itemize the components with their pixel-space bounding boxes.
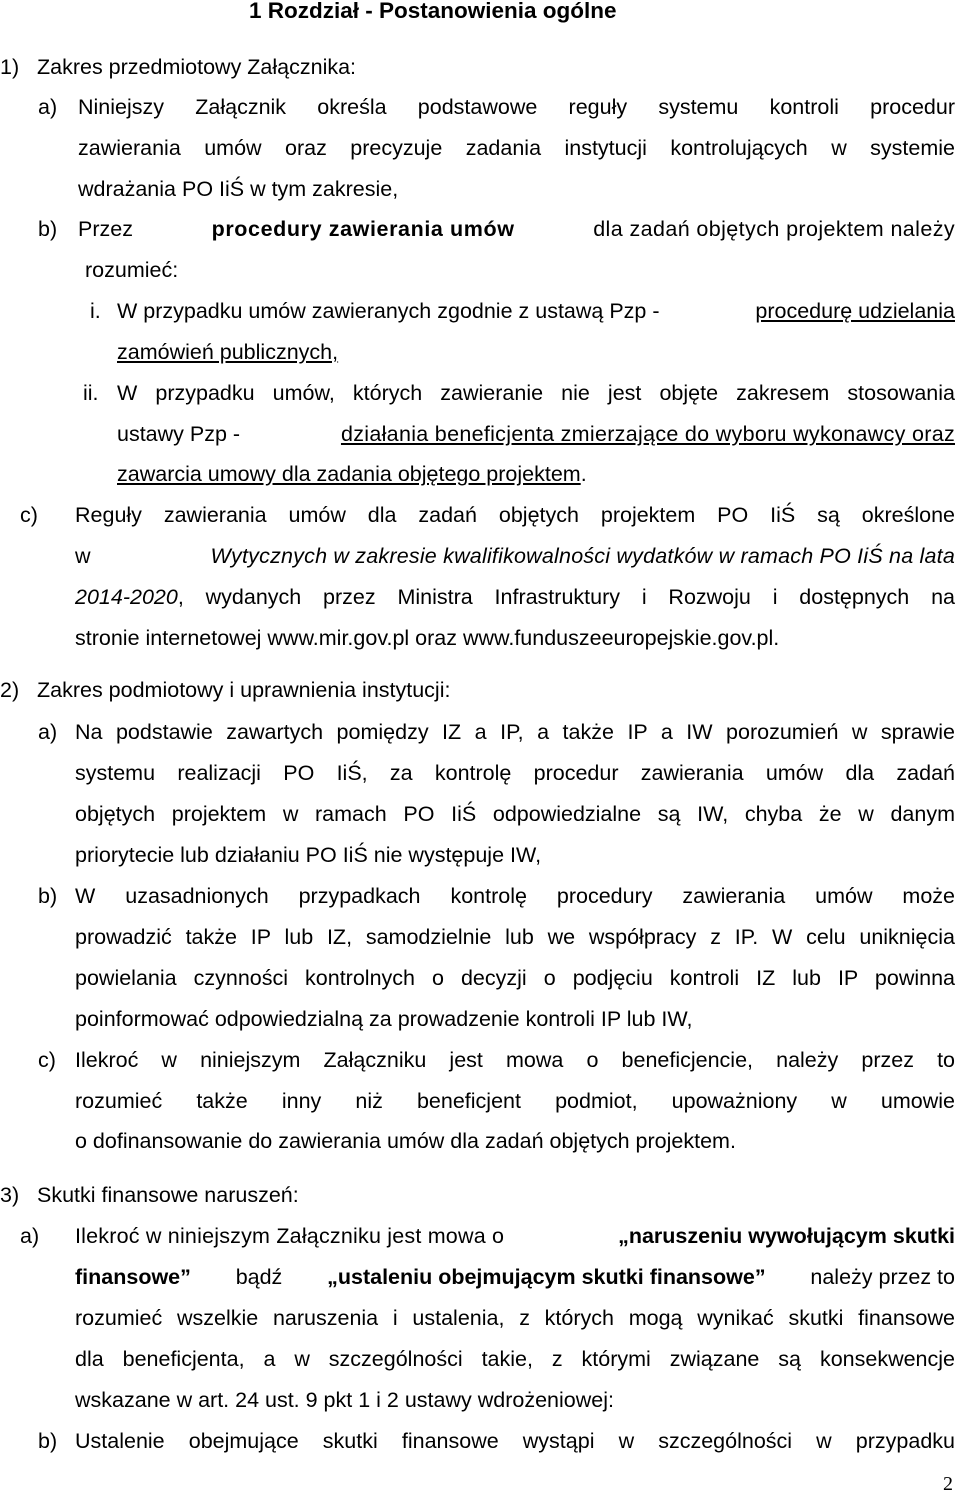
item-1b-marker: b) (38, 217, 58, 241)
section-2-number: 2) (0, 678, 20, 702)
item-1b-ii-marker: ii. (83, 381, 99, 405)
item-3a-bold-term-2: „ustaleniu obejmującym skutki finansowe” (327, 1265, 766, 1289)
item-3a-bold-term-1-end: finansowe” (75, 1265, 191, 1289)
item-1b-ii-period: . (580, 462, 587, 486)
item-3a-line-1 (75, 1226, 955, 1248)
item-1b-ii-underlined-end: zawarcia umowy dla zadania objętego projektem (117, 462, 581, 486)
item-2c-marker: c) (38, 1048, 56, 1072)
item-3a-line-4: dla beneficjenta, a w szczególności takie, z którymi związane są konsekwencje (75, 1347, 955, 1371)
item-1b-i-text: W przypadku umów zawieranych zgodnie z ustawą Pzp - (117, 299, 660, 323)
item-2c-line-2: rozumieć także inny niż beneficjent podmiot, upoważniony w umowie (75, 1089, 955, 1113)
item-2c-line-1: Ilekroć w niniejszym Załączniku jest mowa o beneficjencie, należy przez to (75, 1048, 955, 1072)
item-2a-line-3: objętych projektem w ramach PO IiŚ odpowiedzialne są IW, chyba że w danym (75, 802, 955, 826)
section-1-heading: Zakres przedmiotowy Załącznika: (37, 55, 357, 79)
item-2b-line-2: prowadzić także IP lub IZ, samodzielnie lub we współpracy z IP. W celu uniknięcia (75, 925, 955, 949)
item-1c-guidelines-title: Wytycznych w zakresie kwalifikowalności wydatków w ramach PO IiŚ na lata (210, 544, 955, 568)
item-1b-line-1 (78, 219, 955, 241)
item-1c-years: 2014-2020 (75, 585, 178, 609)
item-1b-i-line-1 (117, 301, 955, 323)
item-1b-i-underlined: procedurę udzielania (755, 299, 955, 323)
section-1-number: 1) (0, 55, 20, 79)
item-1c-line-1: Reguły zawierania umów dla zadań objętych projektem PO IiŚ są określone (75, 503, 955, 527)
item-2a-line-1: Na podstawie zawartych pomiędzy IZ a IP, a także IP a IW porozumień w sprawie (75, 720, 955, 744)
item-1b-rest: dla zadań objętych projektem należy (593, 217, 955, 241)
item-1a-line-1: Niniejszy Załącznik określa podstawowe reguły systemu kontroli procedur (78, 95, 955, 119)
item-2b-line-1: W uzasadnionych przypadkach kontrolę procedury zawierania umów może (75, 884, 955, 908)
section-3-heading: Skutki finansowe naruszeń: (37, 1183, 299, 1207)
item-1a-line-3: wdrażania PO IiŚ w tym zakresie, (78, 177, 399, 201)
item-1a-marker: a) (38, 95, 58, 119)
section-3-number: 3) (0, 1183, 20, 1207)
item-1b-ii-underlined: działania beneficjenta zmierzające do wyboru wykonawcy oraz (340, 422, 955, 446)
item-2b-line-3: powielania czynności kontrolnych o decyzji o podjęciu kontroli IZ lub IP powinna (75, 966, 955, 990)
item-3a-or: bądź (235, 1265, 283, 1289)
item-2a-line-2: systemu realizacji PO IiŚ, za kontrolę procedur zawierania umów dla zadań (75, 761, 955, 785)
item-3b-line-1: Ustalenie obejmujące skutki finansowe wystąpi w szczególności w przypadku (75, 1429, 955, 1453)
item-1b-ii-line-1: W przypadku umów, których zawieranie nie jest objęte zakresem stosowania (117, 381, 955, 405)
item-3a-line-2 (75, 1267, 955, 1289)
item-2b-marker: b) (38, 884, 58, 908)
item-1b-i-line-2: zamówień publicznych, (117, 340, 339, 364)
item-1c-line-3 (75, 587, 955, 609)
item-1b-ii-line-2 (117, 424, 955, 446)
item-3a-marker: a) (20, 1224, 40, 1248)
item-1c-line-2 (75, 546, 955, 568)
item-3a-line-2-end: należy przez to (810, 1265, 955, 1289)
item-2c-line-3: o dofinansowanie do zawierania umów dla zadań objętych projektem. (75, 1129, 736, 1153)
item-1b-i-marker: i. (90, 299, 101, 323)
item-1b-przez: Przez (78, 217, 133, 241)
item-3b-marker: b) (38, 1429, 58, 1453)
item-1c-marker: c) (20, 503, 38, 527)
item-3a-line-3: rozumieć wszelkie naruszenia i ustalenia, z których mogą wynikać skutki finansowe (75, 1306, 955, 1330)
item-1b-ii-text: ustawy Pzp - (117, 422, 241, 446)
item-1b-line-2: rozumieć: (85, 258, 179, 282)
item-1c-w: w (75, 544, 91, 568)
page-number: 2 (943, 1473, 953, 1495)
item-3a-bold-term-1: „naruszeniu wywołującym skutki (618, 1224, 955, 1248)
item-3a-line-5: wskazane w art. 24 ust. 9 pkt 1 i 2 ustawy wdrożeniowej: (75, 1388, 614, 1412)
item-1b-bold-term: procedury zawierania umów (211, 217, 515, 241)
chapter-title: 1 Rozdział - Postanowienia ogólne (249, 0, 617, 23)
item-2a-marker: a) (38, 720, 58, 744)
item-1a-line-2: zawierania umów oraz precyzuje zadania instytucji kontrolujących w systemie (78, 136, 955, 160)
item-1b-ii-line-3 (117, 464, 587, 486)
item-2b-line-4: poinformować odpowiedzialną za prowadzenie kontroli IP lub IW, (75, 1007, 693, 1031)
item-2a-line-4: priorytecie lub działaniu PO IiŚ nie występuje IW, (75, 843, 542, 867)
item-1c-line-4: stronie internetowej www.mir.gov.pl oraz www.funduszeeuropejskie.gov.pl. (75, 626, 780, 650)
item-1c-line-3-rest: , wydanych przez Ministra Infrastruktury i Rozwoju i dostępnych na (177, 585, 955, 609)
item-3a-text: Ilekroć w niniejszym Załączniku jest mowa o (75, 1224, 505, 1248)
section-2-heading: Zakres podmiotowy i uprawnienia instytucji: (37, 678, 451, 702)
